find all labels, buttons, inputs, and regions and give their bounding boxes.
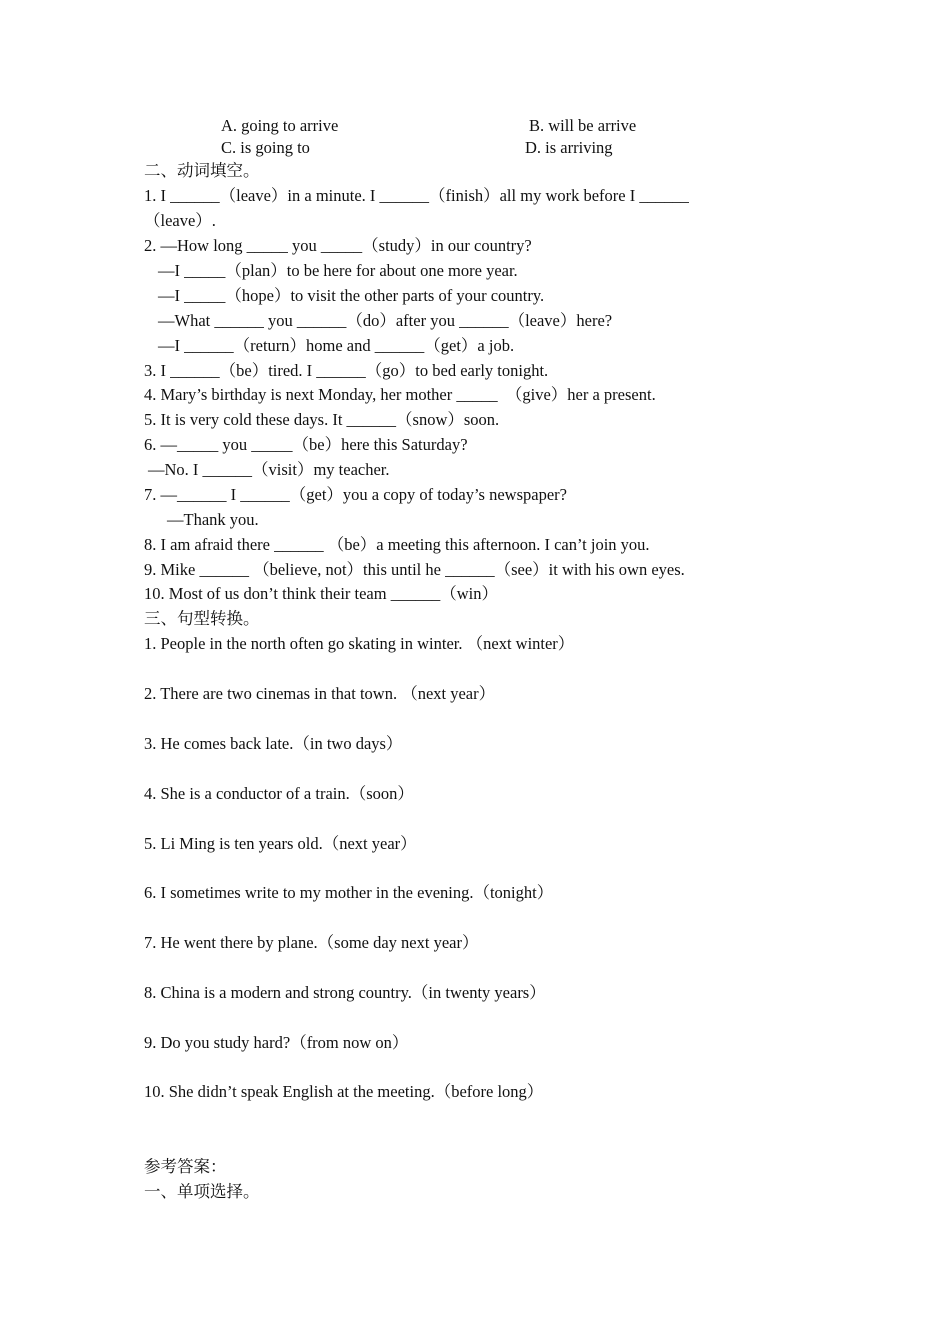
transform-item: 4. She is a conductor of a train.（soon） xyxy=(144,784,414,803)
option-a: A. going to arrive xyxy=(221,116,339,135)
transform-item: 3. He comes back late.（in two days） xyxy=(144,734,403,753)
transform-item: 9. Do you study hard?（from now on） xyxy=(144,1033,409,1052)
transform-item: 6. I sometimes write to my mother in the evening.（tonight） xyxy=(144,883,554,902)
exercise-line: —What ______ you ______（do）after you ______（leave）here? xyxy=(158,311,613,330)
exercise-line: 7. —______ I ______（get）you a copy of today’s newspaper? xyxy=(144,485,567,504)
exercise-line: —I _____（plan）to be here for about one more year. xyxy=(158,261,518,280)
transform-item: 7. He went there by plane.（some day next year） xyxy=(144,933,479,952)
transform-item: 8. China is a modern and strong country.（in twenty years） xyxy=(144,983,546,1002)
section-heading-sentence-transform: 三、句型转换。 xyxy=(144,609,260,628)
transform-item: 5. Li Ming is ten years old.（next year） xyxy=(144,834,417,853)
exercise-line: —No. I ______（visit）my teacher. xyxy=(148,460,390,479)
exercise-line: —I ______（return）home and ______（get）a job. xyxy=(158,336,515,355)
transform-item: 1. People in the north often go skating in winter. （next winter） xyxy=(144,634,575,653)
exercise-line: 2. —How long _____ you _____（study）in our country? xyxy=(144,236,532,255)
option-c: C. is going to xyxy=(221,138,310,157)
exercise-line: —Thank you. xyxy=(167,510,259,529)
exercise-line: （leave）. xyxy=(144,211,216,230)
exercise-line: —I _____（hope）to visit the other parts of your country. xyxy=(158,286,545,305)
exercise-line: 1. I ______（leave）in a minute. I ______（finish）all my work before I ______ xyxy=(144,186,689,205)
exercise-line: 10. Most of us don’t think their team ______（win） xyxy=(144,584,498,603)
exercise-line: 5. It is very cold these days. It ______（snow）soon. xyxy=(144,410,500,429)
exercise-line: 6. —_____ you _____（be）here this Saturday? xyxy=(144,435,468,454)
exercise-line: 4. Mary’s birthday is next Monday, her mother _____ （give）her a present. xyxy=(144,385,656,404)
transform-item: 2. There are two cinemas in that town. （next year） xyxy=(144,684,496,703)
exercise-line: 8. I am afraid there ______ （be）a meeting this afternoon. I can’t join you. xyxy=(144,535,650,554)
transform-item: 10. She didn’t speak English at the meeting.（before long） xyxy=(144,1082,544,1101)
exercise-line: 3. I ______（be）tired. I ______（go）to bed early tonight. xyxy=(144,361,549,380)
section-heading-verb-fill: 二、动词填空。 xyxy=(144,161,260,180)
option-d: D. is arriving xyxy=(525,138,613,157)
answers-subheading: 一、单项选择。 xyxy=(144,1182,260,1201)
exercise-line: 9. Mike ______ （believe, not）this until he ______（see）it with his own eyes. xyxy=(144,560,685,579)
option-b: B. will be arrive xyxy=(529,116,637,135)
answers-heading: 参考答案： xyxy=(144,1157,227,1176)
